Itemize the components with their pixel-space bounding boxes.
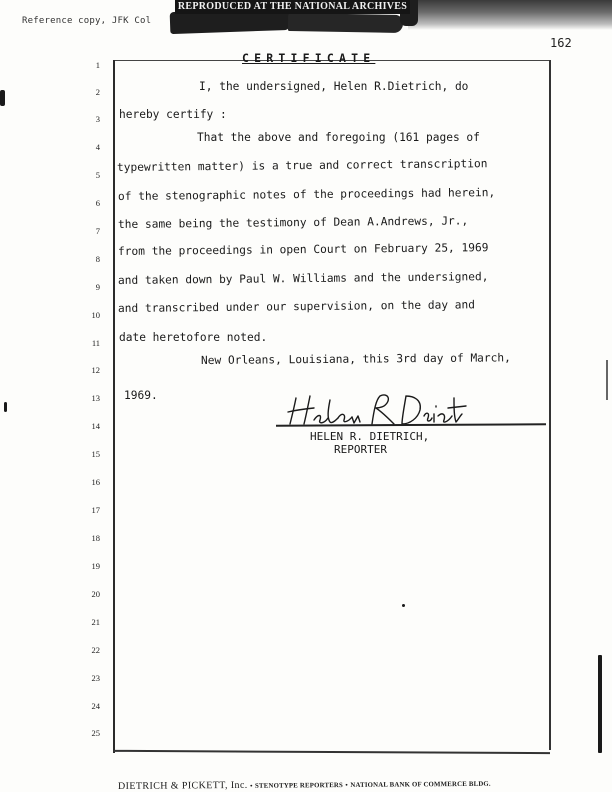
letterhead-footer bbox=[118, 778, 491, 792]
line-number: 25 bbox=[91, 728, 100, 738]
line-number: 8 bbox=[95, 254, 100, 264]
line-number: 9 bbox=[95, 282, 100, 292]
line-number: 6 bbox=[95, 198, 100, 208]
scan-mark bbox=[606, 360, 608, 400]
line-number: 12 bbox=[91, 365, 100, 375]
line-number: 19 bbox=[91, 561, 100, 571]
scan-shadow bbox=[408, 0, 612, 30]
certificate-line: from the proceedings in open Court on February 25, 1969 bbox=[117, 241, 489, 258]
scan-speck bbox=[402, 604, 405, 607]
scan-mark bbox=[598, 655, 602, 753]
line-number: 20 bbox=[91, 589, 100, 599]
redaction-smudge bbox=[288, 13, 403, 33]
certificate-title: CERTIFICATE bbox=[242, 51, 376, 65]
certificate-line: date heretofore noted. bbox=[119, 331, 268, 344]
reference-copy-stamp: Reference copy, JFK Col bbox=[22, 16, 152, 26]
line-number: 21 bbox=[91, 617, 100, 627]
line-number: 24 bbox=[91, 701, 100, 711]
certificate-line: I, the undersigned, Helen R.Dietrich, do bbox=[199, 80, 469, 93]
page-frame-left bbox=[113, 60, 115, 753]
line-number: 7 bbox=[95, 226, 100, 236]
line-number: 1 bbox=[95, 60, 100, 70]
archives-banner: REPRODUCED AT THE NATIONAL ARCHIVES bbox=[175, 0, 410, 14]
footer-service: STENOTYPE REPORTERS bbox=[255, 782, 344, 790]
line-number: 5 bbox=[95, 170, 100, 180]
certificate-line: New Orleans, Louisiana, this 3rd day of March, bbox=[200, 351, 511, 367]
scan-mark bbox=[0, 90, 5, 106]
line-number: 18 bbox=[91, 533, 100, 543]
line-number: 2 bbox=[95, 87, 100, 97]
certificate-line: hereby certify : bbox=[119, 108, 227, 121]
certificate-line: of the stenographic notes of the proceedings had herein, bbox=[117, 186, 496, 203]
certificate-line: 1969. bbox=[124, 389, 158, 402]
footer-bullet: • bbox=[250, 782, 253, 790]
line-number: 23 bbox=[91, 673, 100, 683]
signer-title: REPORTER bbox=[334, 443, 387, 456]
line-number: 13 bbox=[91, 393, 100, 403]
footer-company: DIETRICH & PICKETT, Inc. bbox=[117, 779, 248, 792]
line-number: 3 bbox=[95, 114, 100, 124]
footer-address: NATIONAL BANK OF COMMERCE BLDG. bbox=[350, 780, 491, 789]
line-number: 4 bbox=[95, 142, 100, 152]
line-number: 15 bbox=[91, 449, 100, 459]
line-number: 11 bbox=[91, 338, 100, 348]
certificate-line: the same being the testimony of Dean A.Andrews, Jr., bbox=[117, 214, 469, 231]
signer-name: HELEN R. DIETRICH, bbox=[310, 430, 430, 443]
certificate-line: That the above and foregoing (161 pages of bbox=[197, 131, 480, 144]
line-number: 17 bbox=[91, 505, 100, 515]
certificate-line: and taken down by Paul W. Williams and the undersigned, bbox=[117, 270, 489, 287]
certificate-line: and transcribed under our supervision, on the day and bbox=[117, 298, 476, 315]
line-number: 14 bbox=[91, 421, 100, 431]
scan-mark bbox=[4, 402, 7, 412]
page-frame-bottom bbox=[113, 750, 550, 754]
line-number: 10 bbox=[91, 310, 100, 320]
page-frame-right bbox=[549, 60, 551, 750]
line-number: 16 bbox=[91, 477, 100, 487]
certificate-line: typewritten matter) is a true and correct transcription bbox=[116, 157, 488, 174]
footer-bullet: • bbox=[345, 781, 349, 790]
line-number: 22 bbox=[91, 645, 100, 655]
page-number: 162 bbox=[550, 36, 572, 50]
